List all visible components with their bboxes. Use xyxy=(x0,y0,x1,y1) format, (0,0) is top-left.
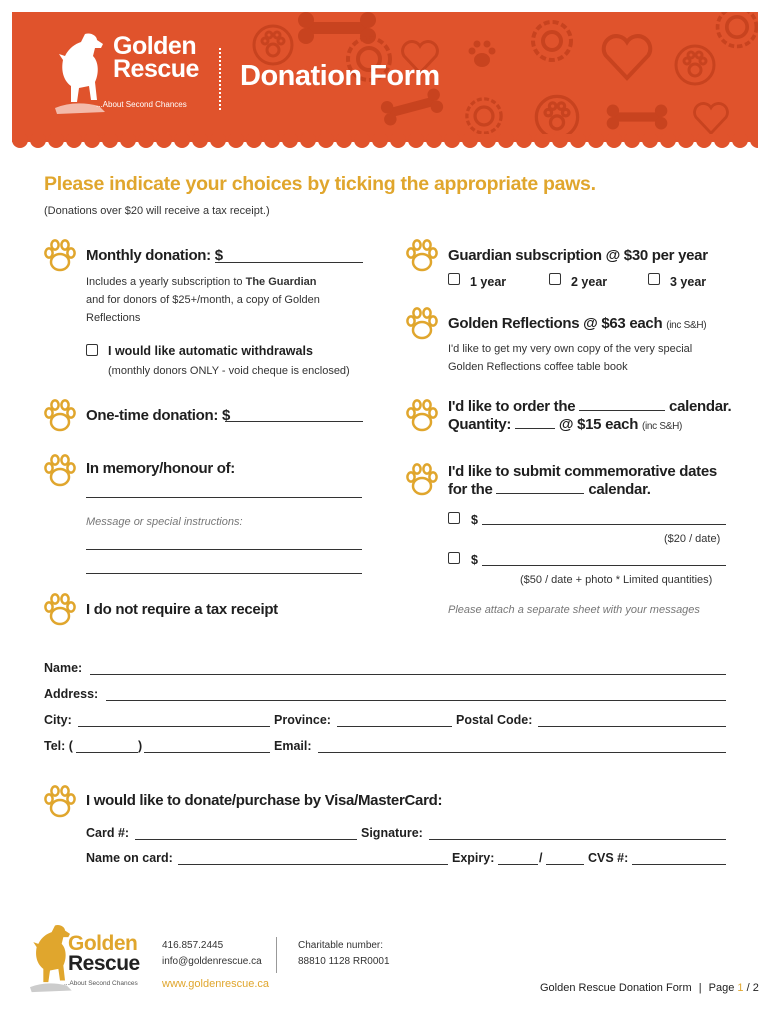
postal-code-field[interactable] xyxy=(538,726,726,727)
one-time-amount-field[interactable] xyxy=(225,421,363,422)
paw-checkbox-monthly[interactable] xyxy=(42,238,78,274)
golden-reflections-label: Golden Reflections @ $63 each (inc S&H) xyxy=(448,315,707,332)
name-on-card-field[interactable] xyxy=(178,864,448,865)
paw-checkbox-guardian[interactable] xyxy=(404,238,440,274)
province-field[interactable] xyxy=(337,726,452,727)
expiry-month-field[interactable] xyxy=(498,864,538,865)
paw-checkbox-calendar-order[interactable] xyxy=(404,398,440,434)
postal-code-label: Postal Code: xyxy=(456,713,533,727)
footer-logo xyxy=(30,920,155,995)
commemorative-line1: I'd like to submit commemorative dates xyxy=(448,463,717,480)
cvs-label: CVS #: xyxy=(588,851,629,865)
message-instructions-label: Message or special instructions: xyxy=(86,516,243,528)
charitable-label: Charitable number: xyxy=(298,940,384,951)
city-field[interactable] xyxy=(78,726,270,727)
page-title: Donation Form xyxy=(240,60,440,92)
collar-icon xyxy=(527,16,577,66)
commemorative-50-checkbox[interactable] xyxy=(448,552,460,564)
guardian-2-year-label: 2 year xyxy=(571,275,608,289)
address-label: Address: xyxy=(44,687,99,701)
auto-withdrawal-checkbox[interactable] xyxy=(86,344,98,356)
card-heading: I would like to donate/purchase by Visa/MasterCard: xyxy=(86,792,443,809)
memory-name-field[interactable] xyxy=(86,497,362,498)
commemorative-20-checkbox[interactable] xyxy=(448,512,460,524)
intro-subtitle: (Donations over $20 will receive a tax receipt.) xyxy=(44,205,270,217)
expiry-year-field[interactable] xyxy=(546,864,584,865)
scallop-edge xyxy=(12,134,758,152)
expiry-slash: / xyxy=(539,851,543,865)
paw-checkbox-no-receipt[interactable] xyxy=(42,592,78,628)
collar-icon xyxy=(712,12,758,52)
commemorative-20-dollar: $ xyxy=(471,513,478,527)
card-number-label: Card #: xyxy=(86,826,130,840)
name-on-card-label: Name on card: xyxy=(86,851,173,865)
guardian-subscription-label: Guardian subscription @ $30 per year xyxy=(448,247,708,264)
no-receipt-label: I do not require a tax receipt xyxy=(86,601,278,618)
card-number-field[interactable] xyxy=(135,839,357,840)
name-field[interactable] xyxy=(90,674,726,675)
guardian-3-year-checkbox[interactable] xyxy=(648,273,660,285)
commemorative-50-field[interactable] xyxy=(482,565,726,566)
email-label: Email: xyxy=(274,739,312,753)
guardian-1-year-checkbox[interactable] xyxy=(448,273,460,285)
footer-logo-tagline: ...About Second Chances xyxy=(64,980,138,987)
page-indicator: Golden Rescue Donation Form | Page 1 / 2 xyxy=(540,982,759,994)
heart-icon xyxy=(692,102,730,136)
calendar-order-line2: Quantity: @ $15 each (inc S&H) xyxy=(448,416,683,433)
province-label: Province: xyxy=(274,713,331,727)
auto-withdrawal-label: I would like automatic withdrawals xyxy=(108,344,313,358)
city-label: City: xyxy=(44,713,72,727)
paw-checkbox-one-time[interactable] xyxy=(42,398,78,434)
tel-area-code-field[interactable] xyxy=(76,752,138,753)
guardian-1-year-label: 1 year xyxy=(470,275,507,289)
expiry-label: Expiry: xyxy=(452,851,495,865)
memory-honour-label: In memory/honour of: xyxy=(86,460,235,477)
monthly-donation-label: Monthly donation: $ xyxy=(86,247,223,264)
signature-field[interactable] xyxy=(429,839,726,840)
logo-text: Golden Rescue xyxy=(113,32,199,83)
tel-close-paren: ) xyxy=(138,739,143,753)
footer-logo-text: Golden Rescue xyxy=(68,932,140,975)
heart-icon xyxy=(600,34,654,82)
name-label: Name: xyxy=(44,661,83,675)
guardian-3-year-label: 3 year xyxy=(670,275,707,289)
charitable-number: 88810 1128 RR0001 xyxy=(298,956,390,967)
header-logo[interactable] xyxy=(55,30,215,116)
header-divider xyxy=(219,48,221,110)
email-field[interactable] xyxy=(318,752,726,753)
logo-tagline: ...About Second Chances xyxy=(96,100,187,109)
guardian-2-year-checkbox[interactable] xyxy=(549,273,561,285)
golden-reflections-description: I'd like to get my very own copy of the very special Golden Reflections coffee table book xyxy=(448,343,693,373)
footer-website-link[interactable]: www.goldenrescue.ca xyxy=(162,978,270,990)
monthly-description: Includes a yearly subscription to The Guardian and for donors of $25+/month, a copy of Golden Reflections xyxy=(86,276,320,324)
commemorative-50-dollar: $ xyxy=(471,553,478,567)
footer-email[interactable]: info@goldenrescue.ca xyxy=(162,956,262,967)
footer-divider xyxy=(276,937,277,973)
footer-charitable xyxy=(298,938,390,970)
cvs-field[interactable] xyxy=(632,864,726,865)
calendar-order-line1: I'd like to order the calendar. xyxy=(448,398,732,415)
paw-checkbox-commemorative[interactable] xyxy=(404,462,440,498)
one-time-donation-label: One-time donation: $ xyxy=(86,407,231,424)
bone-icon xyxy=(602,100,672,134)
intro-title: Please indicate your choices by ticking the appropriate paws. xyxy=(44,173,596,195)
paw-checkbox-reflections[interactable] xyxy=(404,306,440,342)
tel-label: Tel: ( xyxy=(44,739,73,753)
message-line-1[interactable] xyxy=(86,549,362,550)
paw-checkbox-memory[interactable] xyxy=(42,453,78,489)
footer-phone: 416.857.2445 xyxy=(162,940,224,951)
commemorative-20-field[interactable] xyxy=(482,524,726,525)
signature-label: Signature: xyxy=(361,826,423,840)
commemorative-50-price: ($50 / date + photo * Limited quantities) xyxy=(520,574,713,586)
paw-checkbox-card[interactable] xyxy=(42,784,78,820)
footer-contact xyxy=(162,938,262,970)
monthly-amount-field[interactable] xyxy=(215,262,363,263)
collar-icon xyxy=(462,94,506,138)
commemorative-line2: for the calendar. xyxy=(448,481,651,498)
tel-number-field[interactable] xyxy=(144,752,270,753)
paw-print-icon xyxy=(462,34,502,74)
commemorative-20-price: ($20 / date) xyxy=(664,533,721,545)
attach-sheet-note: Please attach a separate sheet with your messages xyxy=(448,604,700,616)
address-field[interactable] xyxy=(106,700,726,701)
message-line-2[interactable] xyxy=(86,573,362,574)
auto-withdrawal-note: (monthly donors ONLY - void cheque is enclosed) xyxy=(108,365,350,377)
